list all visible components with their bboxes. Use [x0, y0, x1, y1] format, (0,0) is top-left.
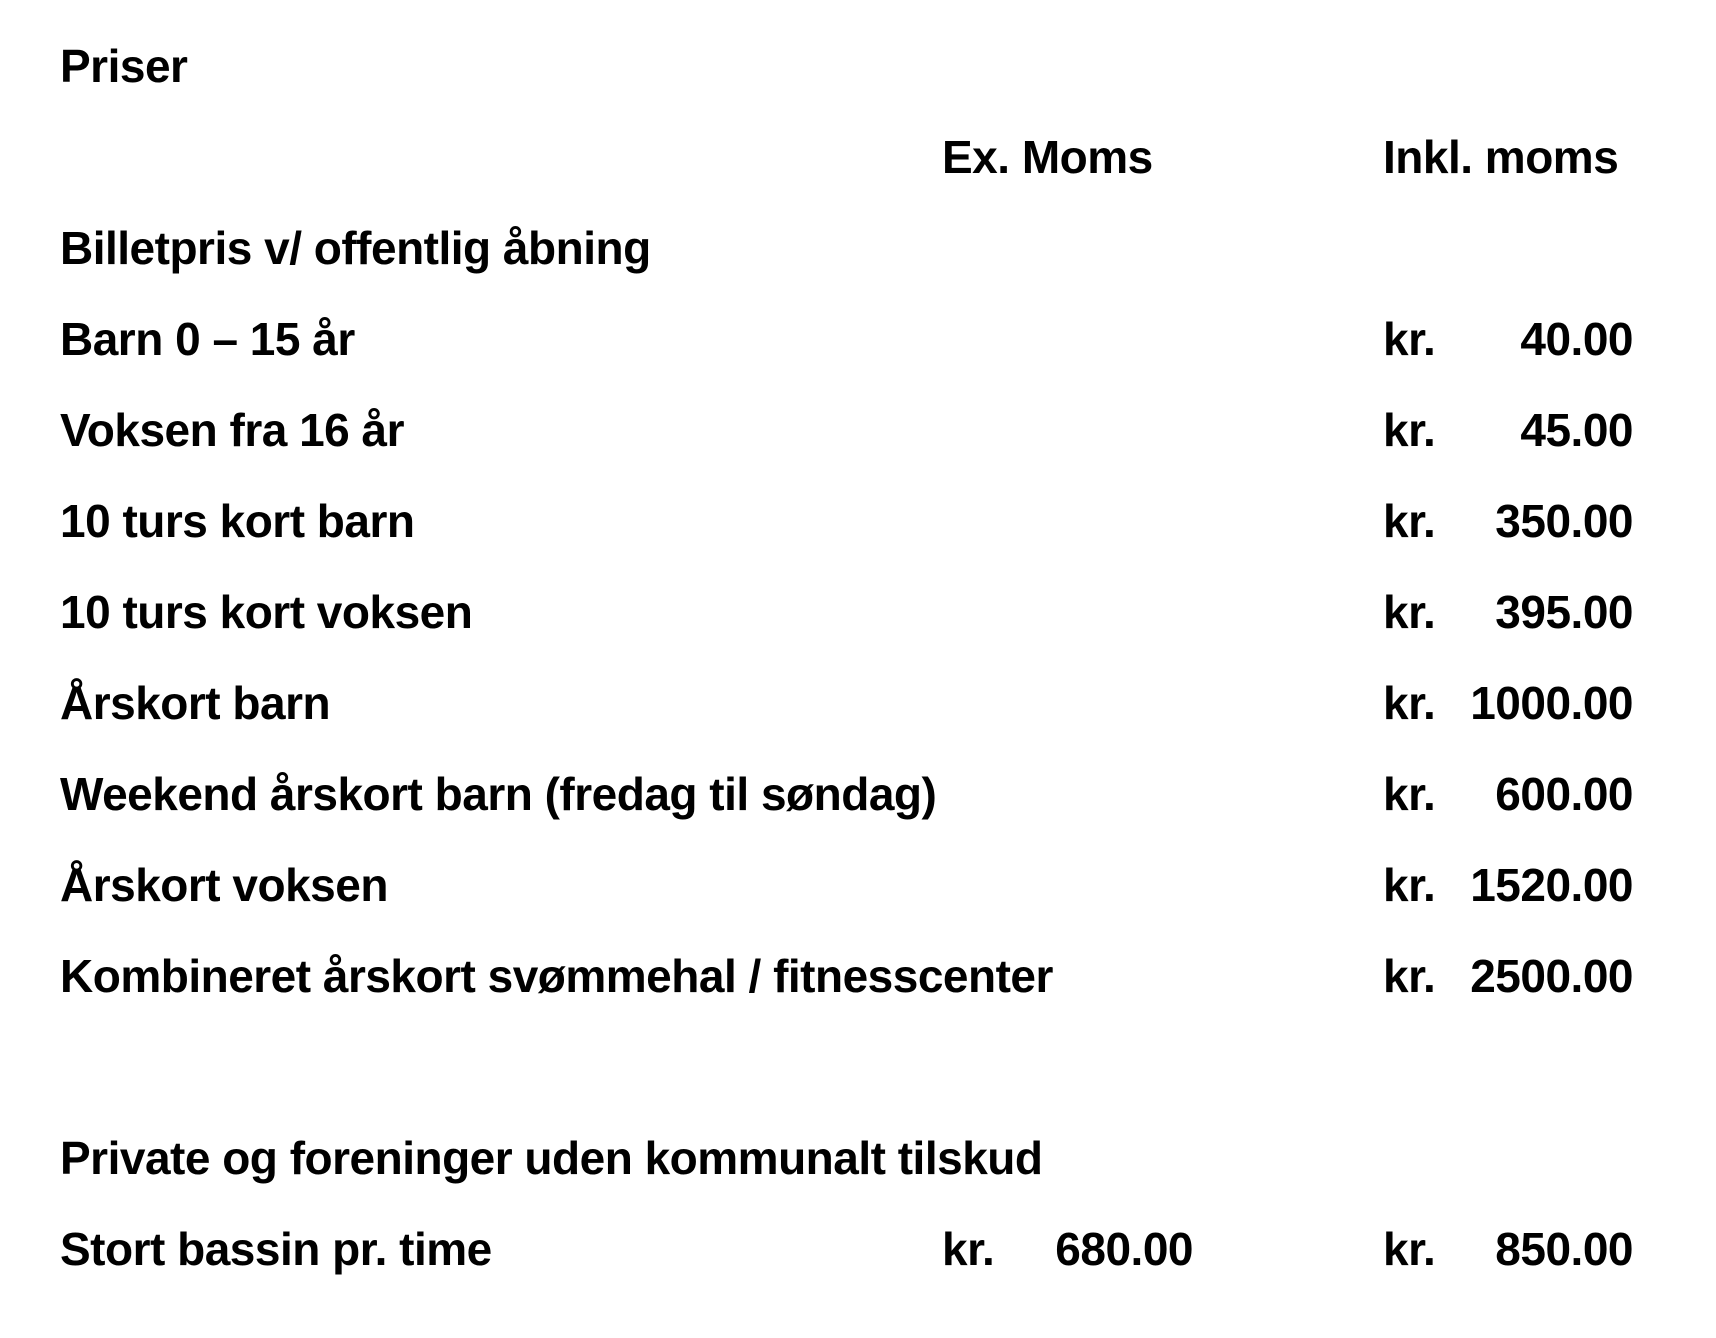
column-header-row — [60, 111, 1716, 202]
price-value-inkl: 350.00 — [1495, 494, 1633, 547]
row-label: Årskort barn — [60, 676, 331, 729]
price-value-inkl: 40.00 — [1520, 312, 1633, 365]
price-row — [60, 566, 1716, 657]
section-heading-row — [60, 202, 1716, 293]
price-value-inkl: 2500.00 — [1470, 949, 1633, 1002]
row-label: Årskort voksen — [60, 858, 388, 911]
row-label: 10 turs kort voksen — [60, 585, 473, 638]
row-label: Barn 0 – 15 år — [60, 312, 355, 365]
currency-label: kr. — [1383, 494, 1436, 547]
row-label: Kombineret årskort svømmehal / fitnesscenter — [60, 949, 1053, 1002]
price-value-inkl: 850.00 — [1495, 1222, 1633, 1275]
price-value-inkl: 1520.00 — [1470, 858, 1633, 911]
price-row — [60, 1203, 1716, 1294]
column-header-inkl-moms: Inkl. moms — [1383, 130, 1619, 183]
price-row — [60, 293, 1716, 384]
price-value-inkl: 45.00 — [1520, 403, 1633, 456]
row-label: 10 turs kort barn — [60, 494, 415, 547]
section-heading: Billetpris v/ offentlig åbning — [60, 221, 651, 274]
price-row — [60, 475, 1716, 566]
row-label: Stort bassin pr. time — [60, 1222, 492, 1275]
price-row — [60, 930, 1716, 1021]
currency-label: kr. — [1383, 585, 1436, 638]
section-heading: Private og foreninger uden kommunalt tilskud — [60, 1131, 1043, 1184]
row-label: Voksen fra 16 år — [60, 403, 405, 456]
price-value-inkl: 600.00 — [1495, 767, 1633, 820]
currency-label: kr. — [1383, 403, 1436, 456]
currency-label: kr. — [942, 1222, 995, 1275]
title-row — [60, 20, 1716, 111]
currency-label: kr. — [1383, 312, 1436, 365]
price-row — [60, 384, 1716, 475]
row-label: Weekend årskort barn (fredag til søndag) — [60, 767, 937, 820]
currency-label: kr. — [1383, 949, 1436, 1002]
blank-row — [60, 1021, 1716, 1112]
price-row — [60, 657, 1716, 748]
currency-label: kr. — [1383, 858, 1436, 911]
currency-label: kr. — [1383, 767, 1436, 820]
price-value-ex: 680.00 — [1055, 1222, 1193, 1275]
column-header-ex-moms: Ex. Moms — [942, 130, 1153, 183]
currency-label: kr. — [1383, 676, 1436, 729]
currency-label: kr. — [1383, 1222, 1436, 1275]
price-row — [60, 748, 1716, 839]
page-title: Priser — [60, 39, 188, 92]
section-heading-row — [60, 1112, 1716, 1203]
price-row — [60, 839, 1716, 930]
price-value-inkl: 1000.00 — [1470, 676, 1633, 729]
price-value-inkl: 395.00 — [1495, 585, 1633, 638]
